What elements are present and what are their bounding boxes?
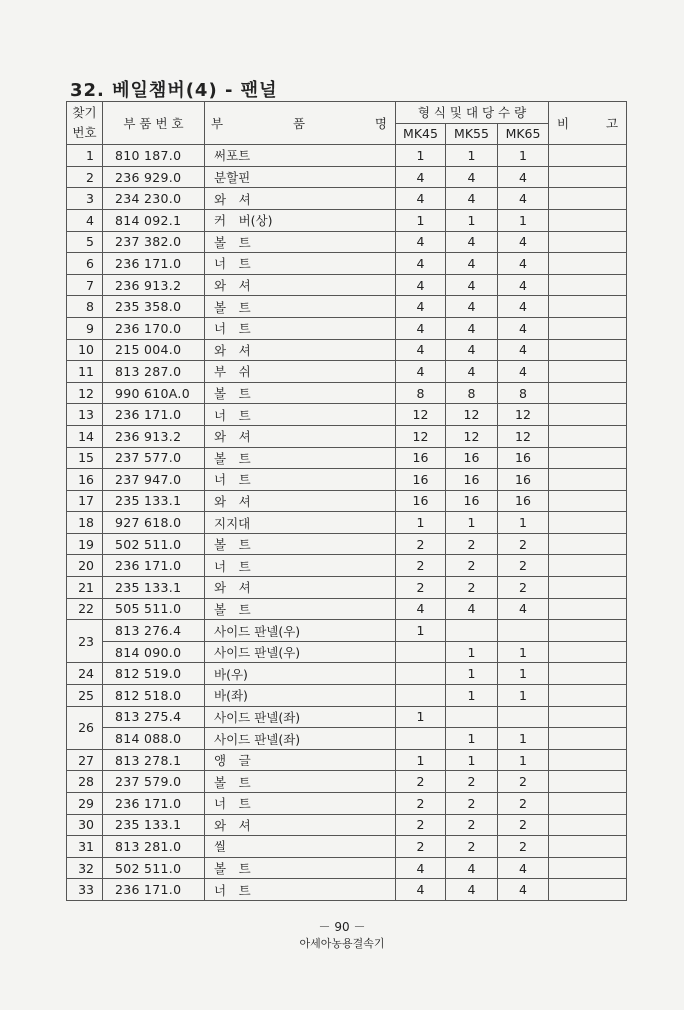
cell-find-no: 1 (67, 145, 103, 167)
table-row (67, 274, 627, 296)
cell-remark (549, 577, 627, 599)
cell-qty-mk45: 4 (396, 879, 446, 901)
cell-find-no: 10 (67, 339, 103, 361)
cell-qty-mk55: 16 (446, 469, 498, 491)
header-part-name (205, 102, 396, 145)
cell-qty-mk55: 1 (446, 728, 498, 750)
cell-qty-mk55: 16 (446, 447, 498, 469)
cell-qty-mk55: 2 (446, 814, 498, 836)
cell-part-no: 812 519.0 (103, 663, 205, 685)
table-row (67, 145, 627, 167)
cell-find-no: 32 (67, 857, 103, 879)
cell-part-name: 너 트 (205, 469, 396, 491)
page-title: 32. 베일챔버(4) - 팬널 (70, 80, 278, 101)
cell-part-name: 와 셔 (205, 339, 396, 361)
cell-qty-mk55: 4 (446, 317, 498, 339)
cell-find-no: 31 (67, 836, 103, 858)
cell-qty-mk55: 2 (446, 577, 498, 599)
cell-find-no: 30 (67, 814, 103, 836)
cell-part-name: 볼 트 (205, 296, 396, 318)
cell-find-no: 8 (67, 296, 103, 318)
cell-qty-mk55: 8 (446, 382, 498, 404)
cell-part-no: 236 171.0 (103, 404, 205, 426)
cell-part-no: 237 947.0 (103, 469, 205, 491)
header-part-name-3: 명 (374, 116, 387, 132)
cell-part-name: 와 셔 (205, 490, 396, 512)
cell-remark (549, 469, 627, 491)
cell-qty-mk45 (396, 641, 446, 663)
cell-remark (549, 706, 627, 728)
cell-part-name: 너 트 (205, 404, 396, 426)
cell-remark (549, 663, 627, 685)
cell-qty-mk65 (498, 706, 549, 728)
cell-qty-mk65: 1 (498, 512, 549, 534)
cell-remark (549, 404, 627, 426)
cell-part-name: 바(우) (205, 663, 396, 685)
header-mk55: MK55 (446, 123, 498, 145)
cell-qty-mk45: 1 (396, 706, 446, 728)
cell-part-no: 927 618.0 (103, 512, 205, 534)
cell-part-no: 813 275.4 (103, 706, 205, 728)
cell-qty-mk55: 4 (446, 339, 498, 361)
cell-qty-mk55: 4 (446, 296, 498, 318)
cell-part-no: 813 276.4 (103, 620, 205, 642)
cell-part-name: 사이드 판넬(우) (205, 641, 396, 663)
cell-remark (549, 685, 627, 707)
cell-qty-mk65: 4 (498, 339, 549, 361)
cell-qty-mk65: 1 (498, 749, 549, 771)
cell-remark (549, 793, 627, 815)
cell-find-no: 12 (67, 382, 103, 404)
header-part-no: 부 품 번 호 (103, 102, 205, 145)
cell-qty-mk55: 4 (446, 188, 498, 210)
cell-remark (549, 382, 627, 404)
cell-part-name: 볼 트 (205, 598, 396, 620)
cell-remark (549, 490, 627, 512)
table-row (67, 469, 627, 491)
cell-remark (549, 857, 627, 879)
table-row (67, 253, 627, 275)
cell-part-name: 너 트 (205, 793, 396, 815)
cell-part-no: 812 518.0 (103, 685, 205, 707)
table-row (67, 706, 627, 728)
cell-qty-mk45: 4 (396, 361, 446, 383)
cell-qty-mk55: 1 (446, 749, 498, 771)
cell-qty-mk55: 4 (446, 879, 498, 901)
cell-qty-mk65: 4 (498, 296, 549, 318)
cell-part-name: 너 트 (205, 555, 396, 577)
cell-find-no: 29 (67, 793, 103, 815)
cell-qty-mk55: 1 (446, 641, 498, 663)
cell-qty-mk65: 2 (498, 555, 549, 577)
cell-qty-mk65: 1 (498, 209, 549, 231)
cell-qty-mk45: 4 (396, 166, 446, 188)
table-row (67, 188, 627, 210)
cell-qty-mk65: 8 (498, 382, 549, 404)
cell-qty-mk55: 2 (446, 771, 498, 793)
header-remark-1: 비 (557, 116, 570, 132)
cell-part-name: 볼 트 (205, 231, 396, 253)
cell-part-no: 813 281.0 (103, 836, 205, 858)
cell-qty-mk55: 4 (446, 598, 498, 620)
cell-qty-mk45 (396, 728, 446, 750)
cell-qty-mk55: 12 (446, 404, 498, 426)
cell-qty-mk45: 2 (396, 555, 446, 577)
cell-qty-mk55: 1 (446, 145, 498, 167)
table-row (67, 425, 627, 447)
table-row (67, 382, 627, 404)
cell-qty-mk45: 4 (396, 253, 446, 275)
cell-remark (549, 641, 627, 663)
cell-qty-mk45: 4 (396, 274, 446, 296)
cell-part-no: 236 171.0 (103, 793, 205, 815)
table-row (67, 512, 627, 534)
cell-part-name: 써포트 (205, 145, 396, 167)
cell-part-name: 볼 트 (205, 382, 396, 404)
cell-find-no: 15 (67, 447, 103, 469)
cell-part-no: 814 088.0 (103, 728, 205, 750)
cell-qty-mk65: 2 (498, 577, 549, 599)
cell-remark (549, 425, 627, 447)
table-row (67, 231, 627, 253)
cell-qty-mk55: 4 (446, 857, 498, 879)
cell-part-no: 236 170.0 (103, 317, 205, 339)
cell-qty-mk65: 4 (498, 598, 549, 620)
cell-part-no: 236 171.0 (103, 253, 205, 275)
cell-qty-mk45: 4 (396, 296, 446, 318)
cell-part-no: 502 511.0 (103, 533, 205, 555)
cell-remark (549, 749, 627, 771)
cell-remark (549, 771, 627, 793)
cell-part-no: 235 358.0 (103, 296, 205, 318)
cell-qty-mk65 (498, 620, 549, 642)
cell-find-no: 20 (67, 555, 103, 577)
company-name: 아세아농용결속기 (299, 937, 385, 950)
cell-find-no: 14 (67, 425, 103, 447)
table-row (67, 685, 627, 707)
cell-qty-mk45: 1 (396, 145, 446, 167)
header-remark-2: 고 (605, 116, 619, 132)
cell-find-no: 19 (67, 533, 103, 555)
header-qty-group: 형 식 및 대 당 수 량 (396, 102, 549, 124)
cell-qty-mk45: 4 (396, 339, 446, 361)
header-part-name-1: 부 (211, 116, 224, 132)
cell-part-name: 씰 (205, 836, 396, 858)
cell-qty-mk45: 12 (396, 404, 446, 426)
cell-find-no: 7 (67, 274, 103, 296)
cell-part-name: 너 트 (205, 879, 396, 901)
cell-qty-mk55: 4 (446, 274, 498, 296)
cell-qty-mk45: 4 (396, 231, 446, 253)
cell-remark (549, 814, 627, 836)
table-row (67, 598, 627, 620)
cell-find-no: 13 (67, 404, 103, 426)
table-row (67, 620, 627, 642)
cell-qty-mk45: 2 (396, 577, 446, 599)
table-row (67, 490, 627, 512)
cell-part-no: 502 511.0 (103, 857, 205, 879)
parts-table (66, 101, 627, 901)
cell-part-no: 235 133.1 (103, 490, 205, 512)
cell-remark (549, 512, 627, 534)
cell-qty-mk45 (396, 663, 446, 685)
cell-qty-mk45: 4 (396, 317, 446, 339)
cell-find-no: 22 (67, 598, 103, 620)
cell-qty-mk55: 2 (446, 533, 498, 555)
cell-part-name: 분할핀 (205, 166, 396, 188)
cell-qty-mk65: 1 (498, 641, 549, 663)
cell-remark (549, 879, 627, 901)
cell-qty-mk55 (446, 620, 498, 642)
cell-part-no: 237 382.0 (103, 231, 205, 253)
cell-qty-mk45: 16 (396, 490, 446, 512)
cell-find-no: 28 (67, 771, 103, 793)
cell-part-no: 814 092.1 (103, 209, 205, 231)
cell-part-name: 부 쉬 (205, 361, 396, 383)
cell-part-name: 와 셔 (205, 274, 396, 296)
cell-remark (549, 296, 627, 318)
table-row (67, 728, 627, 750)
cell-qty-mk65: 1 (498, 685, 549, 707)
page-number: － 90 － (318, 920, 366, 934)
cell-part-no: 505 511.0 (103, 598, 205, 620)
cell-qty-mk45: 12 (396, 425, 446, 447)
header-mk65: MK65 (498, 123, 549, 145)
cell-qty-mk65: 2 (498, 793, 549, 815)
header-part-name-2: 품 (292, 116, 306, 132)
cell-qty-mk45: 1 (396, 512, 446, 534)
cell-qty-mk55: 4 (446, 231, 498, 253)
cell-remark (549, 274, 627, 296)
cell-qty-mk45: 2 (396, 533, 446, 555)
table-row (67, 166, 627, 188)
cell-qty-mk45: 16 (396, 447, 446, 469)
cell-remark (549, 166, 627, 188)
cell-qty-mk45: 4 (396, 598, 446, 620)
cell-remark (549, 145, 627, 167)
cell-part-no: 990 610A.0 (103, 382, 205, 404)
cell-qty-mk55: 4 (446, 361, 498, 383)
cell-qty-mk65: 4 (498, 317, 549, 339)
cell-find-no: 18 (67, 512, 103, 534)
cell-remark (549, 555, 627, 577)
cell-part-no: 236 929.0 (103, 166, 205, 188)
cell-qty-mk55: 1 (446, 685, 498, 707)
cell-qty-mk45: 1 (396, 749, 446, 771)
cell-find-no: 27 (67, 749, 103, 771)
cell-remark (549, 728, 627, 750)
cell-find-no: 9 (67, 317, 103, 339)
cell-qty-mk45 (396, 685, 446, 707)
cell-remark (549, 447, 627, 469)
cell-qty-mk55: 4 (446, 166, 498, 188)
cell-qty-mk65: 12 (498, 425, 549, 447)
cell-find-no: 21 (67, 577, 103, 599)
cell-qty-mk65: 4 (498, 166, 549, 188)
cell-qty-mk45: 2 (396, 836, 446, 858)
cell-part-no: 813 287.0 (103, 361, 205, 383)
cell-remark (549, 253, 627, 275)
cell-part-no: 236 171.0 (103, 555, 205, 577)
cell-qty-mk65: 1 (498, 728, 549, 750)
cell-qty-mk65: 4 (498, 188, 549, 210)
cell-part-no: 813 278.1 (103, 749, 205, 771)
cell-remark (549, 188, 627, 210)
table-row (67, 836, 627, 858)
cell-qty-mk55: 1 (446, 663, 498, 685)
cell-find-no: 6 (67, 253, 103, 275)
cell-remark (549, 209, 627, 231)
cell-part-no: 814 090.0 (103, 641, 205, 663)
cell-part-name: 앵 글 (205, 749, 396, 771)
cell-find-no: 2 (67, 166, 103, 188)
cell-qty-mk45: 4 (396, 857, 446, 879)
cell-qty-mk45: 1 (396, 620, 446, 642)
cell-qty-mk65: 1 (498, 145, 549, 167)
table-row (67, 361, 627, 383)
table-row (67, 793, 627, 815)
cell-part-name: 사이드 판넬(좌) (205, 706, 396, 728)
table-row (67, 555, 627, 577)
cell-qty-mk55 (446, 706, 498, 728)
cell-qty-mk65: 4 (498, 274, 549, 296)
table-row (67, 771, 627, 793)
cell-remark (549, 317, 627, 339)
cell-part-name: 와 셔 (205, 814, 396, 836)
cell-part-no: 236 171.0 (103, 879, 205, 901)
cell-qty-mk55: 1 (446, 209, 498, 231)
cell-qty-mk65: 4 (498, 253, 549, 275)
cell-part-name: 볼 트 (205, 771, 396, 793)
cell-find-no: 26 (67, 706, 103, 749)
cell-part-no: 236 913.2 (103, 274, 205, 296)
cell-qty-mk55: 2 (446, 555, 498, 577)
cell-remark (549, 231, 627, 253)
cell-find-no: 24 (67, 663, 103, 685)
cell-qty-mk55: 2 (446, 793, 498, 815)
cell-find-no: 25 (67, 685, 103, 707)
cell-part-name: 볼 트 (205, 857, 396, 879)
cell-qty-mk65: 4 (498, 361, 549, 383)
cell-qty-mk65: 1 (498, 663, 549, 685)
cell-part-no: 215 004.0 (103, 339, 205, 361)
cell-part-no: 236 913.2 (103, 425, 205, 447)
cell-qty-mk45: 4 (396, 188, 446, 210)
cell-qty-mk65: 2 (498, 836, 549, 858)
table-row (67, 296, 627, 318)
cell-qty-mk55: 1 (446, 512, 498, 534)
cell-part-name: 지지대 (205, 512, 396, 534)
cell-qty-mk65: 16 (498, 490, 549, 512)
cell-find-no: 23 (67, 620, 103, 663)
cell-qty-mk65: 4 (498, 879, 549, 901)
cell-qty-mk45: 2 (396, 771, 446, 793)
cell-qty-mk65: 2 (498, 814, 549, 836)
cell-qty-mk45: 2 (396, 814, 446, 836)
cell-qty-mk65: 12 (498, 404, 549, 426)
cell-part-name: 사이드 판넬(우) (205, 620, 396, 642)
cell-part-name: 너 트 (205, 317, 396, 339)
header-find-no-line1: 찾기 (72, 105, 97, 121)
cell-find-no: 11 (67, 361, 103, 383)
table-row (67, 209, 627, 231)
cell-find-no: 17 (67, 490, 103, 512)
header-mk45: MK45 (396, 123, 446, 145)
table-row (67, 317, 627, 339)
table-row (67, 404, 627, 426)
cell-part-name: 바(좌) (205, 685, 396, 707)
cell-qty-mk65: 16 (498, 447, 549, 469)
cell-part-name: 와 셔 (205, 577, 396, 599)
cell-qty-mk45: 8 (396, 382, 446, 404)
cell-find-no: 3 (67, 188, 103, 210)
table-row (67, 339, 627, 361)
cell-part-name: 볼 트 (205, 447, 396, 469)
cell-qty-mk65: 16 (498, 469, 549, 491)
cell-qty-mk45: 2 (396, 793, 446, 815)
table-row (67, 447, 627, 469)
cell-part-no: 237 577.0 (103, 447, 205, 469)
cell-qty-mk65: 2 (498, 771, 549, 793)
table-row (67, 749, 627, 771)
cell-part-name: 와 셔 (205, 188, 396, 210)
table-row (67, 577, 627, 599)
cell-find-no: 16 (67, 469, 103, 491)
cell-find-no: 33 (67, 879, 103, 901)
header-find-no (67, 102, 103, 145)
cell-find-no: 5 (67, 231, 103, 253)
cell-part-name: 볼 트 (205, 533, 396, 555)
cell-find-no: 4 (67, 209, 103, 231)
cell-part-no: 234 230.0 (103, 188, 205, 210)
header-find-no-line2: 번호 (72, 125, 97, 141)
cell-qty-mk45: 16 (396, 469, 446, 491)
cell-qty-mk55: 4 (446, 253, 498, 275)
cell-qty-mk55: 12 (446, 425, 498, 447)
table-row (67, 857, 627, 879)
table-row (67, 879, 627, 901)
table-row (67, 533, 627, 555)
cell-remark (549, 598, 627, 620)
cell-part-no: 810 187.0 (103, 145, 205, 167)
header-remark (549, 102, 627, 145)
cell-qty-mk65: 2 (498, 533, 549, 555)
cell-part-name: 커 버(상) (205, 209, 396, 231)
cell-qty-mk65: 4 (498, 857, 549, 879)
cell-part-no: 235 133.1 (103, 814, 205, 836)
cell-qty-mk65: 4 (498, 231, 549, 253)
cell-remark (549, 836, 627, 858)
cell-remark (549, 620, 627, 642)
table-row (67, 814, 627, 836)
cell-remark (549, 533, 627, 555)
cell-qty-mk55: 16 (446, 490, 498, 512)
cell-remark (549, 339, 627, 361)
cell-part-no: 237 579.0 (103, 771, 205, 793)
cell-part-name: 사이드 판넬(좌) (205, 728, 396, 750)
cell-part-name: 와 셔 (205, 425, 396, 447)
cell-qty-mk45: 1 (396, 209, 446, 231)
cell-part-name: 너 트 (205, 253, 396, 275)
table-row (67, 641, 627, 663)
table-row (67, 663, 627, 685)
cell-remark (549, 361, 627, 383)
cell-qty-mk55: 2 (446, 836, 498, 858)
cell-part-no: 235 133.1 (103, 577, 205, 599)
